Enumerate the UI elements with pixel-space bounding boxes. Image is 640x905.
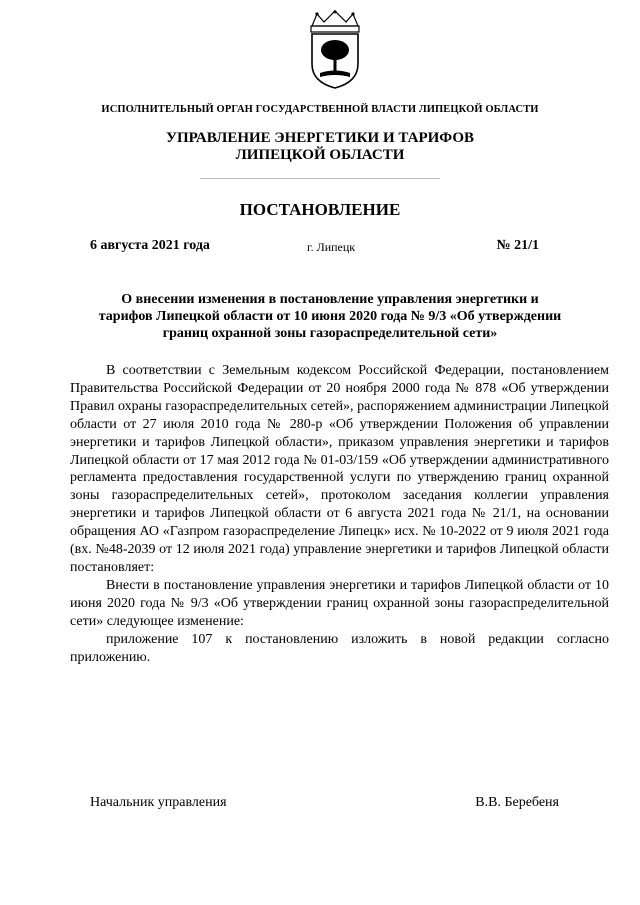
subject-line: О внесении изменения в постановление управления энергетики и bbox=[121, 292, 539, 307]
organization-name: ИСПОЛНИТЕЛЬНЫЙ ОРГАН ГОСУДАРСТВЕННОЙ ВЛАСТИ ЛИПЕЦКОЙ ОБЛАСТИ bbox=[101, 104, 539, 115]
coat-of-arms-icon bbox=[300, 10, 370, 90]
department-name-line: ЛИПЕЦКОЙ ОБЛАСТИ bbox=[235, 147, 405, 163]
subject-line: границ охранной зоны газораспределительной сети» bbox=[162, 326, 498, 341]
header-divider bbox=[200, 178, 440, 179]
signatory-name: В.В. Беребеня bbox=[475, 795, 559, 810]
document-date: 6 августа 2021 года bbox=[90, 238, 210, 253]
subject-line: тарифов Липецкой области от 10 июня 2020 года № 9/3 «Об утверждении bbox=[98, 309, 562, 324]
document-type: ПОСТАНОВЛЕНИЕ bbox=[239, 200, 401, 219]
signatory-title: Начальник управления bbox=[90, 795, 227, 810]
document-body bbox=[70, 362, 609, 666]
department-name bbox=[0, 130, 640, 164]
body-paragraph: В соответствии с Земельным кодексом Российской Федерации, постановлением Правительства Российской Федерации от 20 ноября 2000 года № 878 «Об утверждении Правил охраны газораспределительных сетей», распоряжением администрации Липецкой области от 27 июля 2010 года № 280-р «Об утверждении Положения об управлении энергетики и тарифов Липецкой области», приказом управления энергетики и тарифов Липецкой области от 17 мая 2012 года № 01-03/159 «Об утверждении административного регламента предоставления государственной услуги по утверждению границ охранной зоны газораспределительных сетей», протоколом заседания коллегии управления энергетики и тарифов Липецкой области от 6 августа 2021 года № 21/1, на основании обращения АО «Газпром газораспределение Липецк» исх. № 10-2022 от 9 июля 2021 года (вх. №48-2039 от 12 июля 2021 года) управление энергетики и тарифов Липецкой области постановляет: bbox=[70, 363, 609, 575]
body-paragraph: Внести в постановление управления энергетики и тарифов Липецкой области от 10 июня 2020 года № 9/3 «Об утверждении границ охранной зоны газораспределительной сети» следующее изменение: bbox=[70, 577, 609, 629]
document-subject bbox=[60, 291, 600, 342]
document-city: г. Липецк bbox=[307, 240, 356, 254]
body-paragraph: приложение 107 к постановлению изложить в новой редакции согласно приложению. bbox=[70, 631, 609, 665]
document-number: № 21/1 bbox=[496, 238, 539, 253]
department-name-line: УПРАВЛЕНИЕ ЭНЕРГЕТИКИ И ТАРИФОВ bbox=[165, 130, 475, 146]
